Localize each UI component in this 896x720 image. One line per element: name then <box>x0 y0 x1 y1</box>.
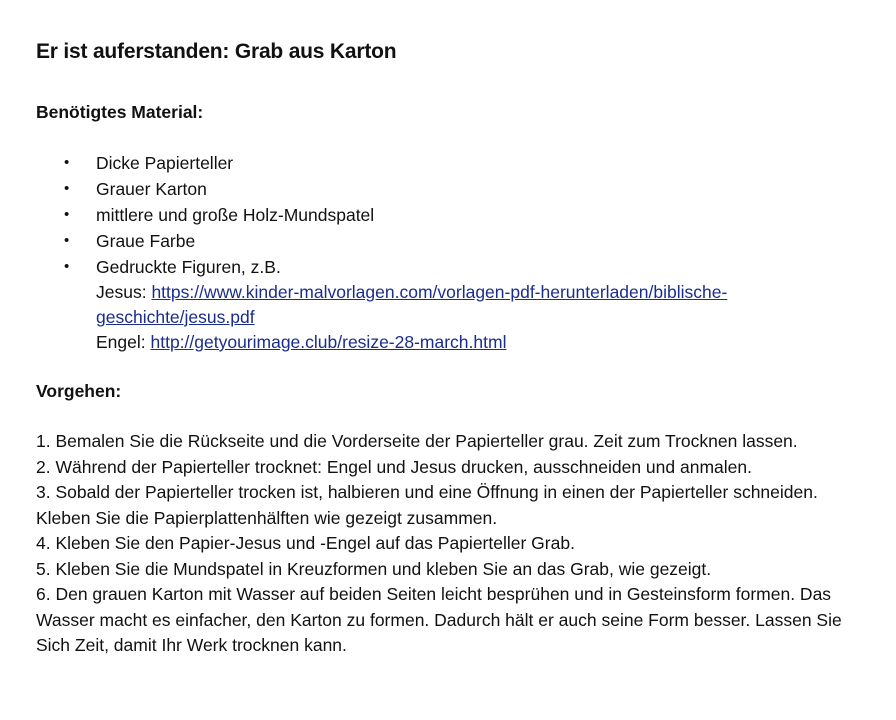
material-list <box>36 150 860 280</box>
material-heading: Benötigtes Material: <box>36 102 204 122</box>
bullet-icon: • <box>64 232 70 249</box>
document-title: Er ist auferstanden: Grab aus Karton <box>36 40 397 63</box>
material-item-text: mittlere und große Holz-Mundspatel <box>96 205 375 225</box>
steps-heading: Vorgehen: <box>36 381 122 401</box>
engel-link[interactable]: http://getyourimage.club/resize-28-march.html <box>150 332 507 352</box>
step-item: 3. Sobald der Papierteller trocken ist, halbieren und eine Öffnung in einen der Papierteller schneiden. Kleben Sie die Papierplattenhälften wie gezeigt zusammen. <box>36 482 818 528</box>
jesus-link-row-continued <box>36 305 860 330</box>
step-item: 1. Bemalen Sie die Rückseite und die Vorderseite der Papierteller grau. Zeit zum Trocknen lassen. <box>36 431 798 451</box>
engel-label: Engel: <box>96 332 151 352</box>
list-item <box>36 228 860 254</box>
steps-list <box>36 429 846 659</box>
bullet-icon: • <box>64 180 70 197</box>
list-item <box>36 150 860 176</box>
step-item: 6. Den grauen Karton mit Wasser auf beiden Seiten leicht besprühen und in Gesteinsform formen. Das Wasser macht es einfacher, den Karton zu formen. Dadurch hält er auch seine Form besser. Lassen Sie Sich Zeit, damit Ihr Werk trocknen kann. <box>36 584 842 655</box>
step-item: 5. Kleben Sie die Mundspatel in Kreuzformen und kleben Sie an das Grab, wie gezeigt. <box>36 558 712 579</box>
jesus-label: Jesus: <box>96 282 152 302</box>
bullet-icon: • <box>64 258 70 275</box>
jesus-link-row <box>36 280 860 305</box>
jesus-link-part2[interactable]: geschichte/jesus.pdf <box>96 307 255 327</box>
material-item-text: Dicke Papierteller <box>96 153 234 173</box>
material-item-text: Graue Farbe <box>96 231 196 251</box>
step-item: 4. Kleben Sie den Papier-Jesus und -Engel auf das Papierteller Grab. <box>36 533 575 553</box>
list-item <box>36 202 860 228</box>
list-item <box>36 176 860 202</box>
engel-link-row <box>36 330 860 355</box>
bullet-icon: • <box>64 206 70 223</box>
bullet-icon: • <box>64 154 70 171</box>
list-item <box>36 254 860 280</box>
material-item-text: Grauer Karton <box>96 179 207 199</box>
step-item: 2. Während der Papierteller trocknet: Engel und Jesus drucken, ausschneiden und anmalen. <box>36 456 752 477</box>
material-item-text: Gedruckte Figuren, z.B. <box>96 257 281 277</box>
jesus-link-part1[interactable]: https://www.kinder-malvorlagen.com/vorlagen-pdf-herunterladen/biblische- <box>151 282 728 302</box>
